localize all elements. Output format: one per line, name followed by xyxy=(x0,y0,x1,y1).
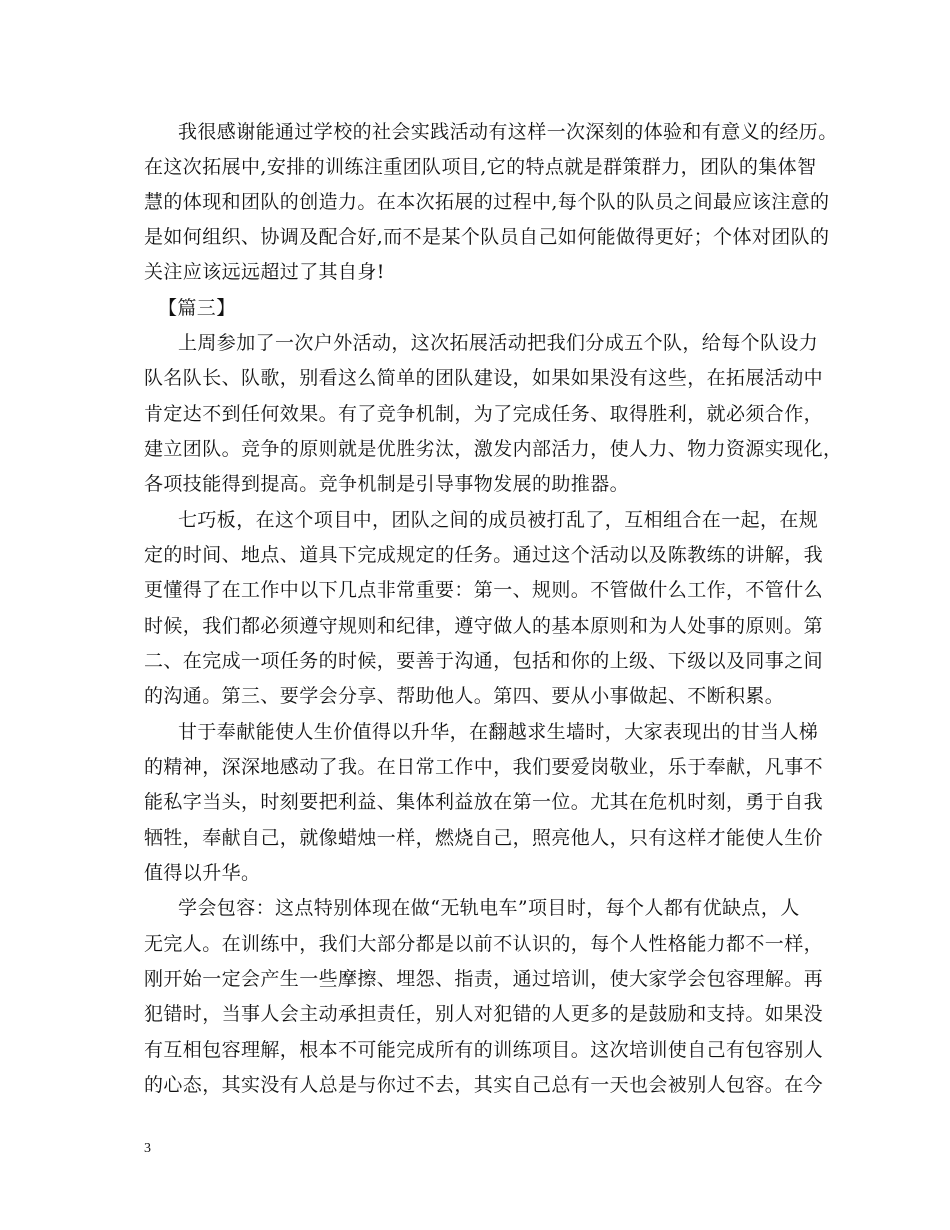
text-line: 关注应该远远超过了其自身! xyxy=(144,261,385,283)
text-line: 学会包容：这点特别体现在做“无轨电车”项目时，每个人都有优缺点，人 xyxy=(178,897,800,919)
text-line: 二、在完成一项任务的时候，要善于沟通，包括和你的上级、下级以及同事之间 xyxy=(144,650,824,672)
text-line: 时候，我们都必须遵守规则和纪律，遵守做人的基本原则和为人处事的原则。第 xyxy=(144,615,824,637)
text-line: 建立团队。竞争的原则就是优胜劣汰，激发内部活力，使人力、物力资源实现化， xyxy=(144,438,843,460)
text-line: 犯错时，当事人会主动承担责任，别人对犯错的人更多的是鼓励和支持。如果没 xyxy=(144,1003,824,1025)
text-line: 的沟通。第三、要学会分享、帮助他人。第四、要从小事做起、不断积累。 xyxy=(144,685,785,707)
text-line: 七巧板，在这个项目中，团队之间的成员被打乱了，互相组合在一起，在规 xyxy=(178,509,819,531)
text-line: 有互相包容理解，根本不可能完成所有的训练项目。这次培训使自己有包容别人 xyxy=(144,1039,824,1061)
text-line: 无完人。在训练中，我们大部分都是以前不认识的，每个人性格能力都不一样， xyxy=(144,933,824,955)
text-line: 上周参加了一次户外活动，这次拓展活动把我们分成五个队，给每个队设力 xyxy=(178,332,819,354)
text-line: 我很感谢能通过学校的社会实践活动有这样一次深刻的体验和有意义的经历。 xyxy=(178,121,838,143)
text-line: 能私字当头，时刻要把利益、集体利益放在第一位。尤其在危机时刻，勇于自我 xyxy=(144,791,824,813)
text-line: 慧的体现和团队的创造力。在本次拓展的过程中,每个队的队员之间最应该注意的 xyxy=(144,191,830,213)
section-heading: 【篇三】 xyxy=(158,297,236,319)
text-line: 各项技能得到提高。竞争机制是引导事物发展的助推器。 xyxy=(144,473,630,495)
text-line: 是如何组织、协调及配合好,而不是某个队员自己如何能做得更好；个体对团队的 xyxy=(144,226,830,248)
text-line: 的精神，深深地感动了我。在日常工作中，我们要爱岗敬业，乐于奉献，凡事不 xyxy=(144,756,824,778)
text-line: 的心态，其实没有人总是与你过不去，其实自己总有一天也会被别人包容。在今 xyxy=(144,1074,824,1096)
text-line: 定的时间、地点、道具下完成规定的任务。通过这个活动以及陈教练的讲解，我 xyxy=(144,544,824,566)
text-line: 更懂得了在工作中以下几点非常重要：第一、规则。不管做什么工作，不管什么 xyxy=(144,579,824,601)
text-line: 刚开始一定会产生一些摩擦、埋怨、指责，通过培训，使大家学会包容理解。再 xyxy=(144,968,824,990)
text-line: 值得以升华。 xyxy=(144,862,261,884)
text-line: 队名队长、队歌，别看这么简单的团队建设，如果如果没有这些，在拓展活动中 xyxy=(144,367,824,389)
page-number: 3 xyxy=(144,1141,151,1156)
text-line: 在这次拓展中,安排的训练注重团队项目,它的特点就是群策群力，团队的集体智 xyxy=(144,156,817,178)
text-line: 牺牲，奉献自己，就像蜡烛一样，燃烧自己，照亮他人，只有这样才能使人生价 xyxy=(144,827,824,849)
text-line: 甘于奉献能使人生价值得以升华，在翻越求生墙时，大家表现出的甘当人梯 xyxy=(178,721,819,743)
text-line: 肯定达不到任何效果。有了竞争机制，为了完成任务、取得胜利，就必须合作， xyxy=(144,403,824,425)
